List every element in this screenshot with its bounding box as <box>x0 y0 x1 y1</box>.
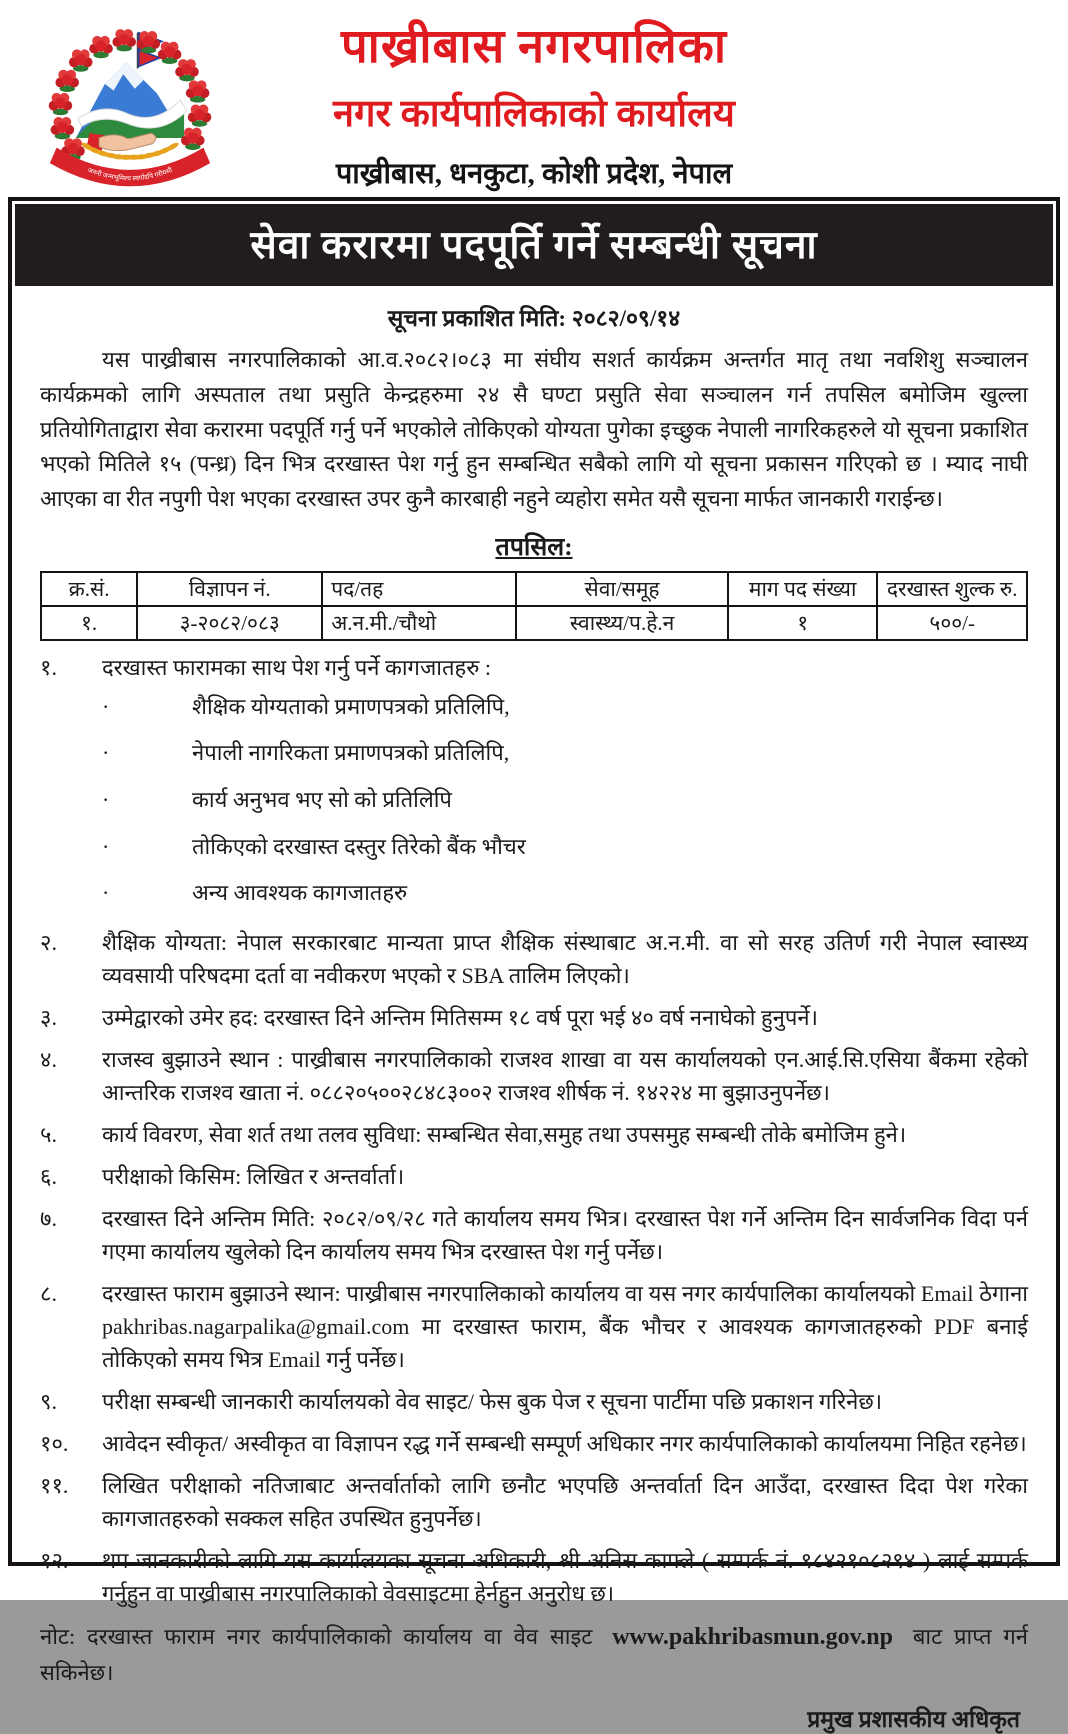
item-text: शैक्षिक योग्यता: नेपाल सरकारबाट मान्यता प्राप्त शैक्षिक संस्थाबाट अ.न.मी. वा सो सरह उतिर्ण गरी नेपाल स्वास्थ्य व्यवसायी परिषदमा दर्ता वा नवीकरण भएको र SBA तालिम लिएको। <box>102 929 1028 988</box>
item-text: दरखास्त फाराम बुझाउने स्थान: पाख्रीबास नगरपालिकाको कार्यालय वा यस नगर कार्यपालिका कार्यालयको Email ठेगाना pakhribas.nagarpalika@gmail.com मा दरखास्त फाराम, बैंक भौचर र आवश्यक कागजातहरुको PDF बनाई तोकिएको समय भित्र Email गर्नु पर्नेछ। <box>102 1280 1028 1372</box>
item-text: दरखास्त दिने अन्तिम मिति: २०८२/०९/२८ गते कार्यालय समय भित्र। दरखास्त पेश गर्ने अन्तिम दिन सार्वजनिक विदा पर्न गएमा कार्यालय खुलेको दिन कार्यालय समय भित्र दरखास्त पेश गर्नु पर्नेछ। <box>102 1205 1028 1264</box>
cell-serial-number: १. <box>41 606 137 640</box>
item-number: ४. <box>40 1046 57 1072</box>
item-number: ११. <box>40 1472 69 1498</box>
vacancy-table-row <box>41 606 1027 640</box>
list-item-4 <box>40 1043 1028 1109</box>
list-item-10 <box>40 1427 1028 1460</box>
col-post-count: माग पद संख्या <box>728 572 878 606</box>
sublist-item <box>40 786 1028 815</box>
item-text: कार्य विवरण, सेवा शर्त तथा तलव सुविधा: सम्बन्धित सेवा,समुह तथा उपसमुह सम्बन्धी तोके बमोजिम हुने। <box>102 1121 907 1147</box>
col-service-group: सेवा/समूह <box>516 572 728 606</box>
list-item-5 <box>40 1118 1028 1151</box>
cell-post-level: अ.न.मी./चौथो <box>322 606 516 640</box>
list-item-8 <box>40 1277 1028 1376</box>
office-address: पाख्रीबास, धनकुटा, कोशी प्रदेश, नेपाल <box>335 157 733 190</box>
website-url: www.pakhribasmun.gov.np <box>612 1623 893 1650</box>
list-item-1 <box>40 651 1028 684</box>
notice-body <box>12 289 1056 1734</box>
sublist-item-text: तोकिएको दरखास्त दस्तुर तिरेको बैंक भौचर <box>192 833 526 859</box>
office-name: नगर कार्यपालिकाको कार्यालय <box>333 92 735 135</box>
intro-paragraph: यस पाख्रीबास नगरपालिकाको आ.व.२०८२।०८३ मा संघीय सशर्त कार्यक्रम अन्तर्गत मातृ तथा नवशिशु सञ्चालन कार्यक्रमको लागि अस्पताल तथा प्रसुति केन्द्रहरुमा २४ सै घण्टा प्रसुति सेवा सञ्चालन गर्न तपसिल बमोजिम खुल्ला प्रतियोगिताद्वारा सेवा करारमा पदपूर्ति गर्नु पर्ने भएकोले तोकिएको योग्यता पुगेका इच्छुक नेपाली नागरिकहरुले यो सूचना प्रकाशित भएको मितिले १५ (पन्ध्र) दिन भित्र दरखास्त पेश गर्नु हुन सम्बन्धित सबैको लागि यो सूचना प्रकासन गरिएको छ । म्याद नाघी आएका वा रीत नपुगी पेश भएका दरखास्त उपर कुनै कारबाही नहुने व्यहोरा समेत यसै सूचना मार्फत जानकारी गराईन्छ। <box>40 347 1028 511</box>
municipality-name: पाख्रीबास नगरपालिका <box>340 21 727 73</box>
list-item-11 <box>40 1469 1028 1535</box>
col-post-level: पद/तह <box>322 572 516 606</box>
emblem-motto: जननी जन्मभूमिश्च स्वर्गादपि गरीयसी <box>86 166 174 183</box>
cell-post-count: १ <box>728 606 878 640</box>
sublist-item-text: नेपाली नागरिकता प्रमाणपत्रको प्रतिलिपि, <box>192 740 510 766</box>
notice-title-banner: सेवा करारमा पदपूर्ति गर्ने सम्बन्धी सूचना <box>15 204 1053 286</box>
signatory-title: प्रमुख प्रशासकीय अधिकृत <box>807 1707 1020 1732</box>
sublist-item <box>40 879 1028 908</box>
item-number: १०. <box>40 1430 69 1456</box>
list-item-12 <box>40 1544 1028 1610</box>
list-item-2 <box>40 926 1028 992</box>
list-item-6 <box>40 1160 1028 1193</box>
sublist-item-text: शैक्षिक योग्यताको प्रमाणपत्रको प्रतिलिपि, <box>192 693 510 719</box>
bullet-dot: · <box>102 833 110 859</box>
item-text: थप जानकारीको लागि यस कार्यालयका सूचना अधिकारी, श्री अनिस काफ्ले ( सम्पर्क नं. ९८४२१०८२९४ ) लाई सम्पर्क गर्नुहुन वा पाख्रीबास नगरपालिकाको वेवसाइटमा हेर्नहुन अनुरोध छ। <box>102 1547 1028 1606</box>
col-application-fee: दरखास्त शुल्क रु. <box>877 572 1027 606</box>
item-text: परीक्षाको किसिम: लिखित र अन्तर्वार्ता। <box>102 1163 405 1189</box>
conditions-list <box>40 651 1028 1610</box>
item-text: दरखास्त फारामका साथ पेश गर्नु पर्ने कागजातहरु : <box>102 654 491 680</box>
item-number: ७. <box>40 1205 57 1231</box>
item-number: ५. <box>40 1121 57 1147</box>
bullet-dot: · <box>102 880 110 906</box>
cell-application-fee: ५००/- <box>877 606 1027 640</box>
list-item-3 <box>40 1001 1028 1034</box>
footer-note <box>40 1619 1028 1690</box>
item-number: २. <box>40 929 57 955</box>
sublist-item <box>40 739 1028 768</box>
bullet-dot: · <box>102 693 110 719</box>
sublist-item-text: कार्य अनुभव भए सो को प्रतिलिपि <box>192 786 452 812</box>
item-text: लिखित परीक्षाको नतिजाबाट अन्तर्वार्ताको लागि छनौट भएपछि अन्तर्वार्ता दिन आउँदा, दरखास्त दिदा पेश गरेका कागजातहरुको सक्कल सहित उपस्थित हुनुपर्नेछ। <box>102 1472 1028 1531</box>
required-documents-sublist <box>40 693 1028 908</box>
cell-advert-number: ३-२०८२/०८३ <box>137 606 322 640</box>
letterhead <box>0 0 1068 197</box>
col-serial-number: क्र.सं. <box>41 572 137 606</box>
col-advert-number: विज्ञापन नं. <box>137 572 322 606</box>
item-text: राजस्व बुझाउने स्थान : पाख्रीबास नगरपालिकाको राजश्व शाखा वा यस कार्यालयको एन.आई.सि.एसिया बैंकमा रहेको आन्तरिक राजश्व खाता नं. ०८८२०५००२८४८३००२ राजश्व शीर्षक नं. १४२२४ मा बुझाउनुपर्नेछ। <box>102 1046 1028 1105</box>
sublist-item-text: अन्य आवश्यक कागजातहरु <box>192 880 408 906</box>
tapsil-heading: तपसिल: <box>495 533 573 561</box>
item-number: ८. <box>40 1280 57 1306</box>
sublist-item <box>40 833 1028 862</box>
item-number: १२. <box>40 1547 69 1573</box>
document-frame <box>8 197 1060 1732</box>
published-date: सूचना प्रकाशित मिति: २०८२/०९/१४ <box>387 306 681 331</box>
item-number: ९. <box>40 1388 57 1414</box>
list-item-7 <box>40 1202 1028 1268</box>
item-number: ३. <box>40 1004 57 1030</box>
item-text: आवेदन स्वीकृत/ अस्वीकृत वा विज्ञापन रद्ध गर्ने सम्बन्धी सम्पूर्ण अधिकार नगर कार्यपालिकाको कार्यालयमा निहित रहनेछ। <box>102 1430 1027 1456</box>
sublist-item <box>40 693 1028 722</box>
note-suffix: बाट प्राप्त गर्न सकिनेछ। <box>40 1623 1028 1685</box>
note-prefix: नोट: दरखास्त फाराम नगर कार्यपालिकाको कार्यालय वा वेव साइट <box>40 1623 593 1649</box>
municipality-emblem-logo <box>42 24 218 194</box>
cell-service-group: स्वास्थ्य/प.हे.न <box>516 606 728 640</box>
item-text: उम्मेद्वारको उमेर हद: दरखास्त दिने अन्तिम मितिसम्म १८ वर्ष पूरा भई ४० वर्ष ननाघेको हुनुपर्ने। <box>102 1004 818 1030</box>
bullet-dot: · <box>102 786 110 812</box>
item-number: ६. <box>40 1163 57 1189</box>
item-number: १. <box>40 654 57 680</box>
list-item-9 <box>40 1385 1028 1418</box>
bullet-dot: · <box>102 740 110 766</box>
item-text: परीक्षा सम्बन्धी जानकारी कार्यालयको वेव साइट/ फेस बुक पेज र सूचना पार्टीमा पछि प्रकाशन गरिनेछ। <box>102 1388 883 1414</box>
vacancy-table-header-row <box>41 572 1027 606</box>
vacancy-table <box>40 571 1028 641</box>
